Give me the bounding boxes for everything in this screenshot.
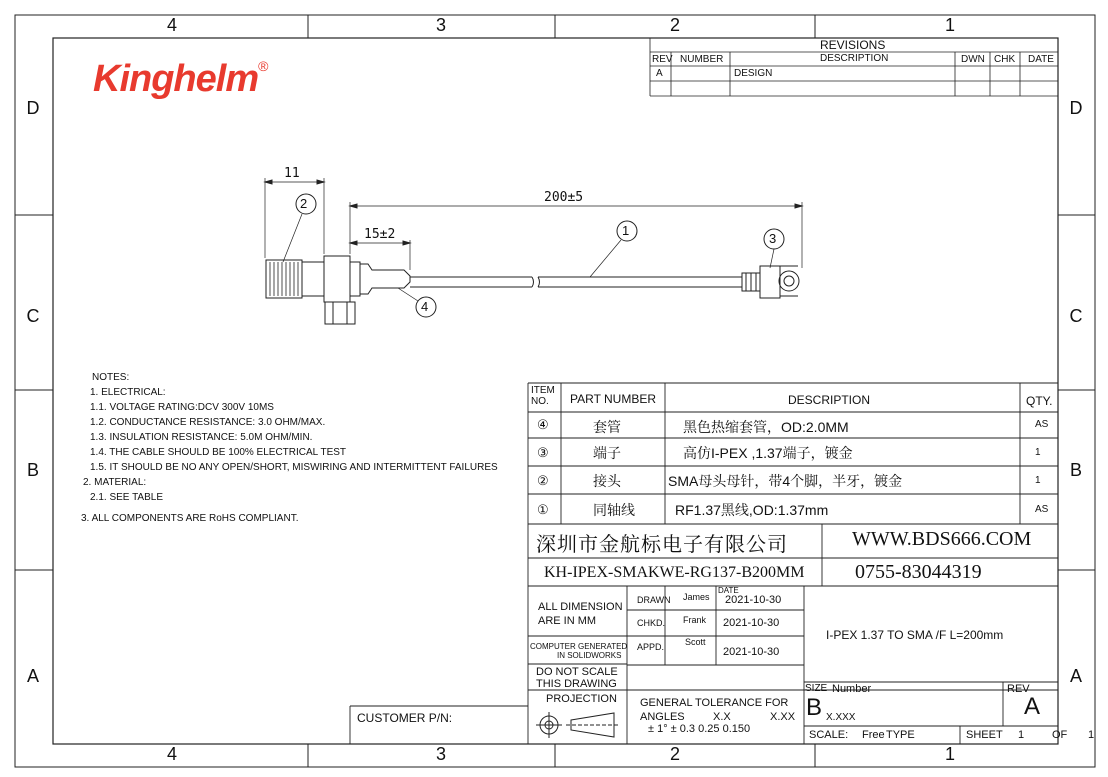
zone-label-left-c: C xyxy=(26,306,40,326)
bom-row-qty: AS xyxy=(1035,419,1049,430)
zone-label-top-3: 3 xyxy=(435,15,446,35)
projection-symbol-icon xyxy=(536,712,618,738)
notes-block xyxy=(80,370,498,526)
bom-row-no: ① xyxy=(537,502,549,517)
registered-mark: ® xyxy=(258,58,269,74)
bom-row-desc: 高仿I-PEX ,1.37端子，镀金 xyxy=(683,445,853,461)
note-line: 1.5. IT SHOULD BE NO ANY OPEN/SHORT, MISWIRING AND INTERMITTENT FAILURES xyxy=(90,462,498,473)
bom-row-no: ② xyxy=(537,473,549,488)
bom-header-item-line1: ITEM xyxy=(531,385,555,396)
of-label: OF xyxy=(1052,729,1068,741)
note-line: 1.1. VOLTAGE RATING:DCV 300V 10MS xyxy=(90,402,274,413)
rev-header-description: DESCRIPTION xyxy=(820,53,889,64)
dim-note-line2: ARE IN MM xyxy=(538,615,597,627)
bom-header-description: DESCRIPTION xyxy=(788,393,871,407)
drawn-label: DRAWN xyxy=(637,595,671,605)
computer-generated-line1: COMPUTER GENERATED xyxy=(530,642,628,651)
zone-label-top-1: 1 xyxy=(944,15,955,35)
date-label: DATE xyxy=(718,586,739,595)
company-logo xyxy=(93,58,268,101)
zone-label-bottom-3: 3 xyxy=(435,744,446,764)
bom-row-part: 接头 xyxy=(593,473,621,489)
bom-row-desc: RF1.37黑线,OD:1.37mm xyxy=(675,502,829,518)
bom-header-item-line2: NO. xyxy=(531,396,549,407)
zone-label-right-d: D xyxy=(1069,98,1083,118)
dimension-sma-length: 11 xyxy=(284,166,300,181)
number-label: Number xyxy=(832,683,872,695)
notes-title: NOTES: xyxy=(92,372,130,383)
zone-label-bottom-1: 1 xyxy=(944,744,955,764)
bom-row-desc: SMA母头母针，带4个脚，半牙，镀金 xyxy=(668,473,903,489)
note-line: 2. MATERIAL: xyxy=(83,477,147,488)
tolerance-title: GENERAL TOLERANCE FOR xyxy=(640,697,789,709)
sheet-label: SHEET xyxy=(966,729,1003,741)
customer-pn-label: CUSTOMER P/N: xyxy=(357,711,453,725)
bom-row-no: ③ xyxy=(537,445,549,460)
tolerance-xx-label: X.X xyxy=(713,711,731,723)
no-scale-line1: DO NOT SCALE xyxy=(536,666,618,678)
bom-row-desc: 黑色热缩套管，OD:2.0MM xyxy=(683,419,849,435)
company-phone: 0755-83044319 xyxy=(855,561,982,583)
dim-note-line1: ALL DIMENSION xyxy=(538,601,623,613)
drawn-name: James xyxy=(683,592,710,602)
rev-header-date: DATE xyxy=(1028,54,1054,65)
logo-wordmark: Kinghelm xyxy=(93,58,259,100)
note-line: 1.2. CONDUCTANCE RESISTANCE: 3.0 OHM/MAX. xyxy=(90,417,326,428)
bom-row-part: 套管 xyxy=(593,419,621,435)
zone-label-right-b: B xyxy=(1069,460,1082,480)
note-line: 1.3. INSULATION RESISTANCE: 5.0M OHM/MIN. xyxy=(90,432,313,443)
drawing-title: I-PEX 1.37 TO SMA /F L=200mm xyxy=(826,628,1004,642)
bom-header-item xyxy=(531,385,555,407)
bom-header-qty: QTY. xyxy=(1026,394,1053,408)
rev-header-number: NUMBER xyxy=(680,54,724,65)
balloon-1-label: 1 xyxy=(622,223,630,238)
part-number: KH-IPEX-SMAKWE-RG137-B200MM xyxy=(544,564,805,581)
projection-label: PROJECTION xyxy=(546,693,617,705)
note-line: 1. ELECTRICAL: xyxy=(90,387,166,398)
bom-row-qty: 1 xyxy=(1035,447,1041,458)
zone-label-top-4: 4 xyxy=(166,15,177,35)
bom-row-qty: AS xyxy=(1035,504,1049,515)
scale-value: Free xyxy=(862,729,885,741)
note-line: 2.1. SEE TABLE xyxy=(90,492,164,503)
tolerance-angles: ANGLES xyxy=(640,711,685,723)
balloon-2-label: 2 xyxy=(300,196,308,211)
cable-assembly-drawing xyxy=(265,178,802,324)
checked-label: CHKD. xyxy=(637,618,666,628)
rev-label: REV xyxy=(1007,683,1030,695)
note-line: 3. ALL COMPONENTS ARE RoHS COMPLIANT. xyxy=(81,513,299,524)
tolerance-xxx-label: X.XX xyxy=(770,711,796,723)
balloon-4-label: 4 xyxy=(421,299,429,314)
approved-name: Scott xyxy=(685,637,706,647)
zone-label-right-a: A xyxy=(1069,666,1082,686)
zone-label-top-2: 2 xyxy=(669,15,680,35)
bom-row-qty: 1 xyxy=(1035,475,1041,486)
scale-label: SCALE: xyxy=(809,729,849,741)
note-line: 1.4. THE CABLE SHOULD BE 100% ELECTRICAL TEST xyxy=(90,447,347,458)
zone-label-left-b: B xyxy=(26,460,39,480)
size-value: B xyxy=(806,694,823,721)
type-label: TYPE xyxy=(886,729,915,741)
zone-label-left-a: A xyxy=(26,666,39,686)
drawn-date: 2021-10-30 xyxy=(725,594,782,606)
number-value: X.XXX xyxy=(826,712,856,723)
tolerance-values: ± 1° ± 0.3 0.25 0.150 xyxy=(648,723,751,735)
dimension-sleeve-length: 15±2 xyxy=(364,227,396,242)
revisions-title: REVISIONS xyxy=(820,38,886,52)
of-value: 1 xyxy=(1088,729,1095,741)
zone-label-right-c: C xyxy=(1069,306,1083,326)
bom-header-part: PART NUMBER xyxy=(570,392,657,406)
computer-generated-line2: IN SOLIDWORKS xyxy=(557,651,622,660)
company-name: 深圳市金航标电子有限公司 xyxy=(536,534,788,556)
zone-label-left-d: D xyxy=(26,98,40,118)
checked-name: Frank xyxy=(683,615,707,625)
rev-header-rev: REV xyxy=(652,54,673,65)
size-label: SIZE xyxy=(805,683,828,694)
approved-date: 2021-10-30 xyxy=(723,646,780,658)
rev-row-rev: A xyxy=(656,68,663,79)
checked-date: 2021-10-30 xyxy=(723,617,780,629)
dimension-total-length: 200±5 xyxy=(544,190,584,205)
sheet-value: 1 xyxy=(1018,729,1025,741)
bom-row-part: 端子 xyxy=(593,445,621,461)
rev-row-description: DESIGN xyxy=(734,68,773,79)
rev-header-dwn: DWN xyxy=(961,54,985,65)
company-website: WWW.BDS666.COM xyxy=(852,528,1032,550)
balloon-3-label: 3 xyxy=(769,231,777,246)
zone-label-bottom-4: 4 xyxy=(166,744,177,764)
bom-row-part: 同轴线 xyxy=(593,502,635,518)
zone-label-bottom-2: 2 xyxy=(669,744,680,764)
rev-value: A xyxy=(1024,693,1041,720)
approved-label: APPD. xyxy=(637,642,665,652)
bom-row-no: ④ xyxy=(537,417,549,432)
rev-header-chk: CHK xyxy=(994,54,1016,65)
no-scale-line2: THIS DRAWING xyxy=(536,678,617,690)
